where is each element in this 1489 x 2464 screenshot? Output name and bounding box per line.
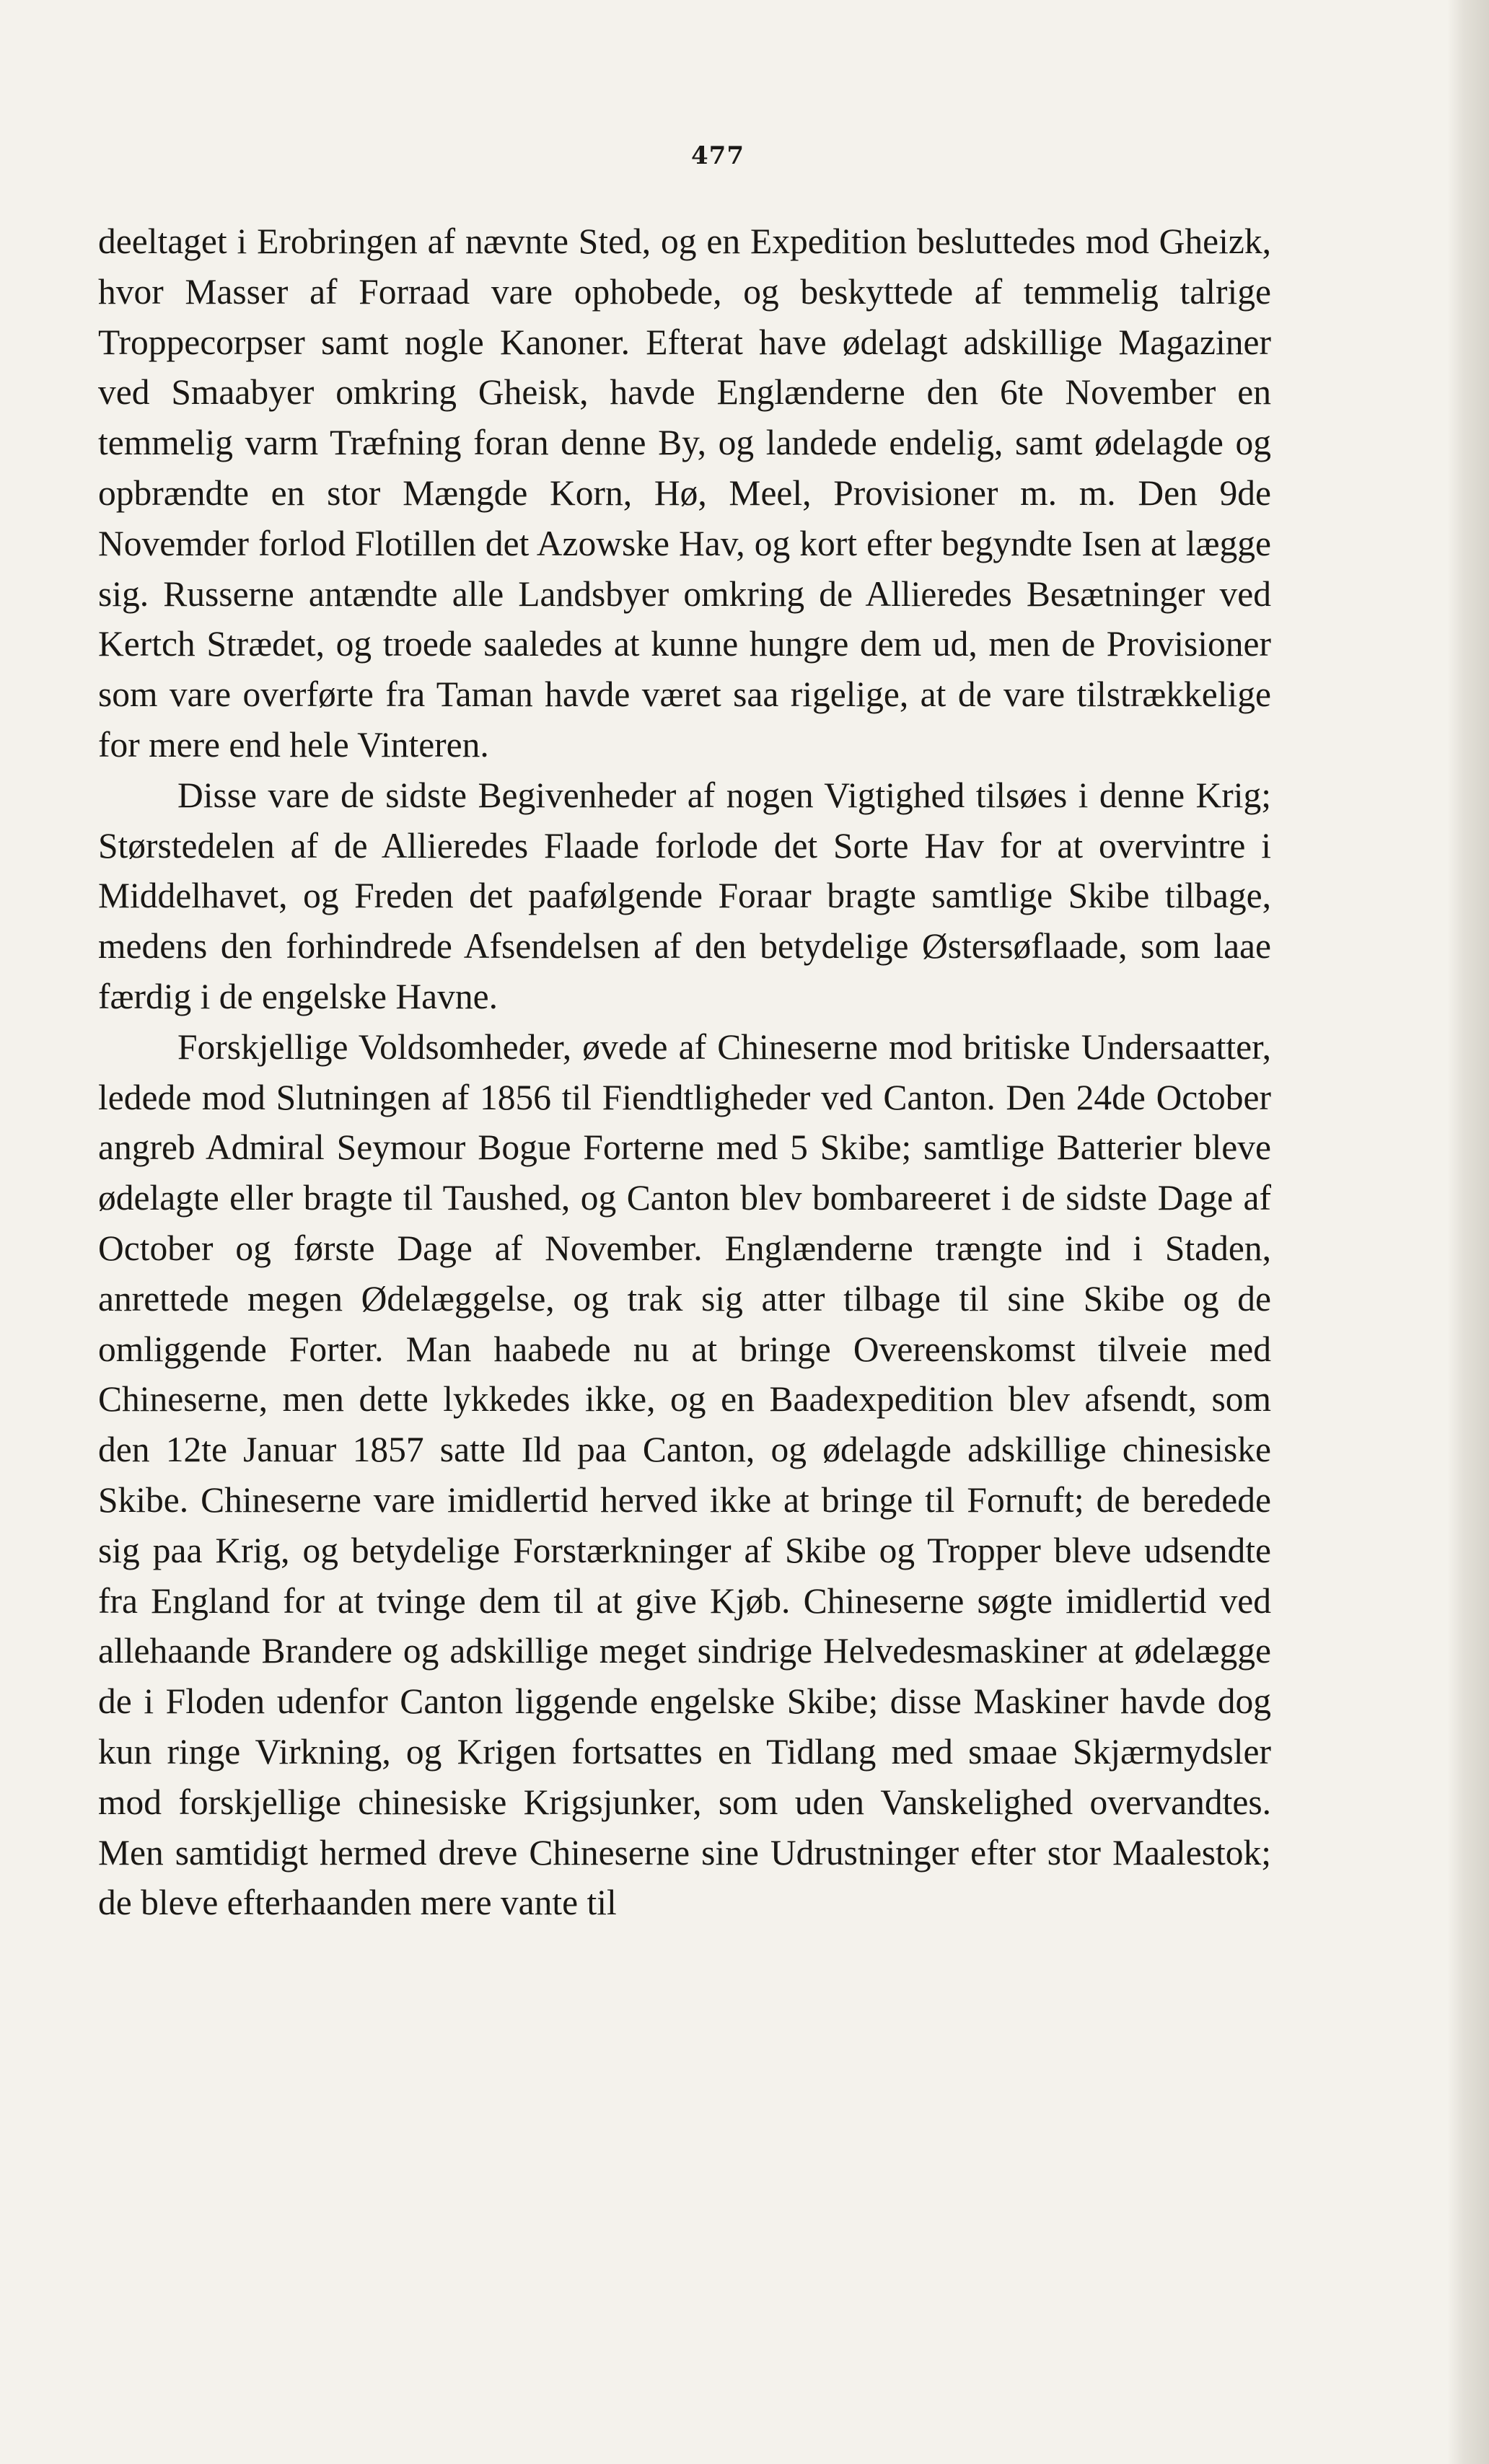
body-text xyxy=(98,216,1271,1928)
page-edge-shadow xyxy=(1447,0,1489,2464)
paragraph-2: Disse vare de sidste Begivenheder af nogen Vigtighed tilsøes i denne Krig; Størstedelen af de Allieredes Flaade forlode det Sorte Hav for at overvintre i Middelhavet, og Freden det paafølgende Foraar bragte samtlige Skibe tilbage, medens den forhindrede Afsendelsen af den betydelige Østersøflaade, som laae færdig i de engelske Havne. xyxy=(98,775,1271,1016)
paragraph-3: Forskjellige Voldsomheder, øvede af Chineserne mod britiske Undersaatter, ledede mod Slutningen af 1856 til Fiendtligheder ved Canton. Den 24de October angreb Admiral Seymour Bogue Forterne med 5 Skibe; samtlige Batterier bleve ødelagte eller bragte til Taushed, og Canton blev bombareeret i de sidste Dage af October og første Dage af November. Englænderne trængte ind i Staden, anrettede megen Ødelæggelse, og trak sig atter tilbage til sine Skibe og de omliggende Forter. Man haabede nu at bringe Overeenskomst tilveie med Chineserne, men dette lykkedes ikke, og en Baadexpedition blev afsendt, som den 12te Januar 1857 satte Ild paa Canton, og ødelagde adskillige chinesiske Skibe. Chineserne vare imidlertid herved ikke at bringe til Fornuft; de beredede sig paa Krig, og betydelige Forstærkninger af Skibe og Tropper bleve udsendte fra England for at tvinge dem til at give Kjøb. Chineserne søgte imidlertid ved allehaande Brandere og adskillige meget sindrige Helvedesmaskiner at ødelægge de i Floden udenfor Canton liggende engelske Skibe; disse Maskiner havde dog kun ringe Virkning, og Krigen fortsattes en Tidlang med smaae Skjærmydsler mod forskjellige chinesiske Krigsjunker, som uden Vanskelighed overvandtes. Men samtidigt hermed dreve Chineserne sine Udrustninger efter stor Maalestok; de bleve efterhaanden mere vante til xyxy=(98,1026,1271,1923)
page-number: 477 xyxy=(691,141,744,170)
paragraph-1: deeltaget i Erobringen af nævnte Sted, og en Expedition besluttedes mod Gheizk, hvor Masser af Forraad vare ophobede, og beskyttede af temmelig talrige Troppecorpser samt nogle Kanoner. Efterat have ødelagt adskillige Magaziner ved Smaabyer omkring Gheisk, havde Englænderne den 6te November en temmelig varm Træfning foran denne By, og landede endelig, samt ødelagde og opbrændte en stor Mængde Korn, Hø, Meel, Provisioner m. m. Den 9de Novemder forlod Flotillen det Azowske Hav, og kort efter begyndte Isen at lægge sig. Russerne antændte alle Landsbyer omkring de Allieredes Besætninger ved Kertch Strædet, og troede saaledes at kunne hungre dem ud, men de Provisioner som vare overførte fra Taman havde været saa rigelige, at de vare tilstrækkelige for mere end hele Vinteren. xyxy=(98,221,1271,765)
